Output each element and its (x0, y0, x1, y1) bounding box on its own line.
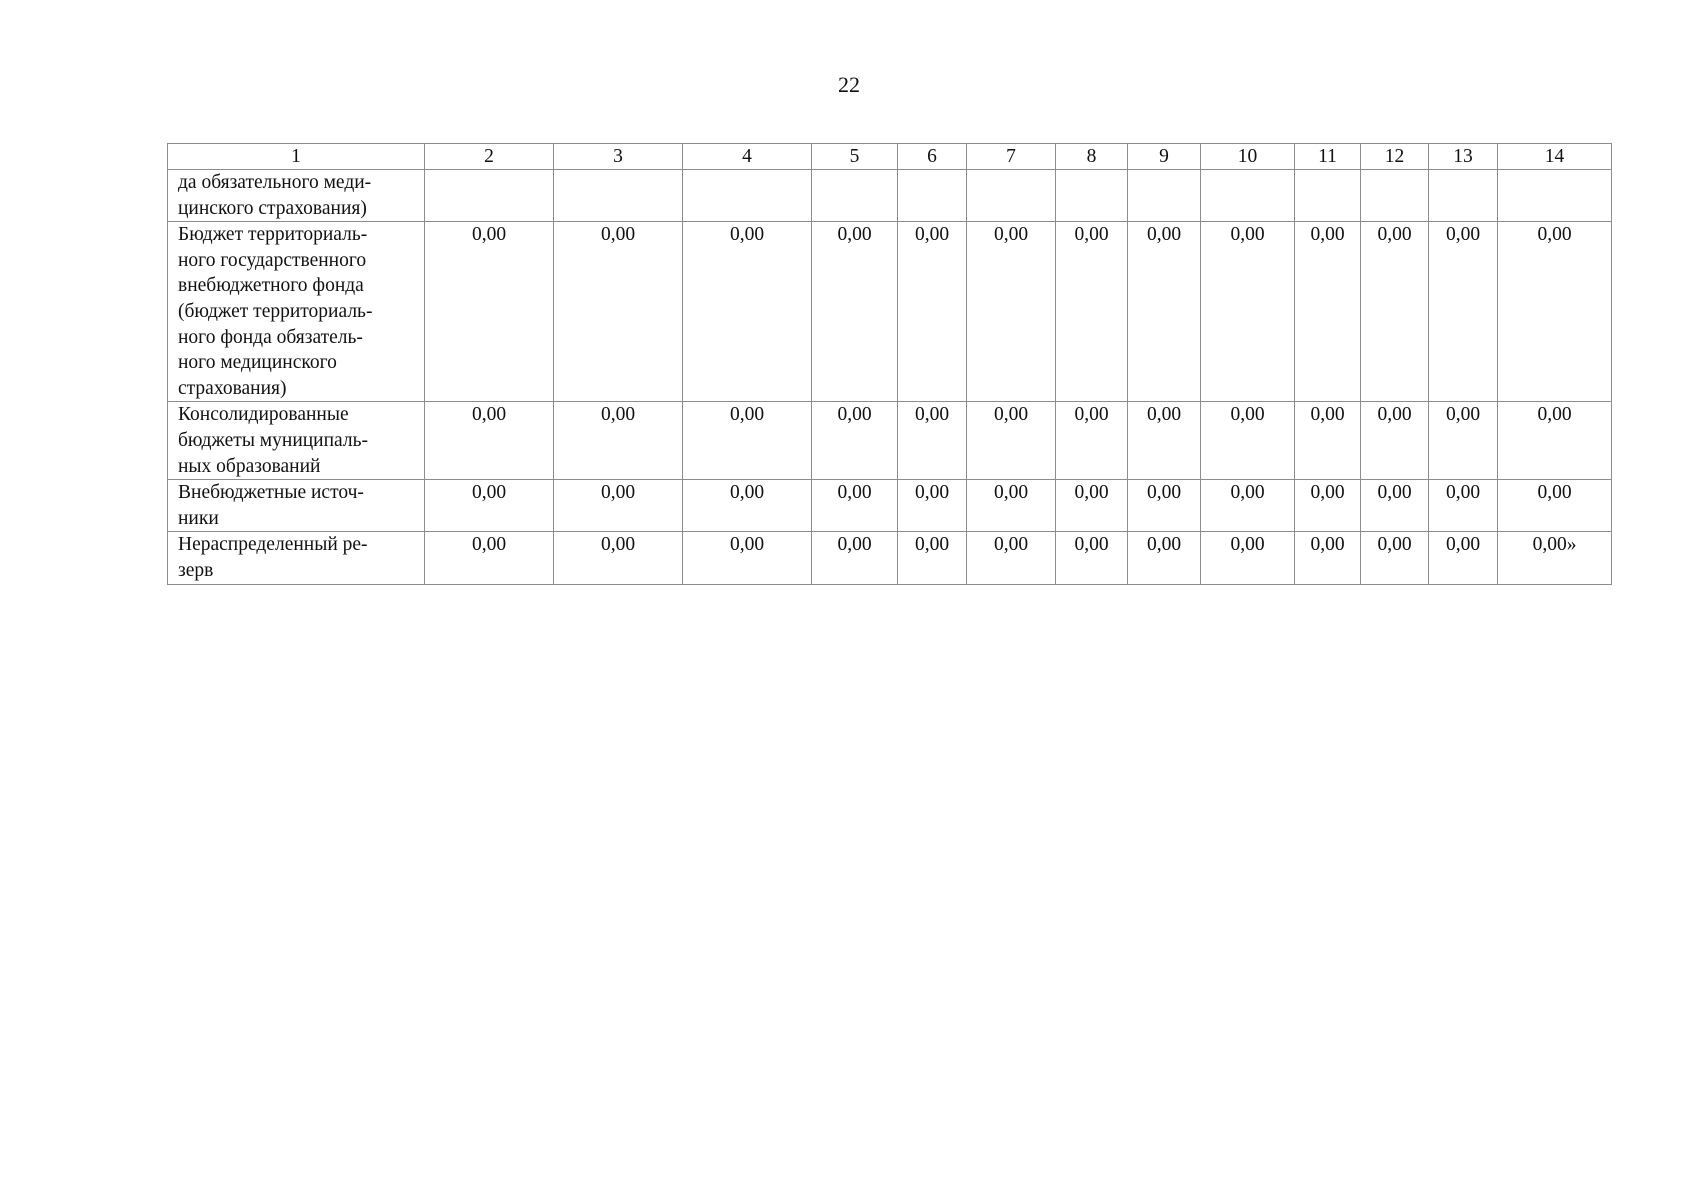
table-cell: 0,00 (1361, 532, 1429, 584)
row-label-line: цинского страхования) (178, 197, 367, 219)
column-header: 11 (1295, 144, 1361, 170)
table-row (168, 532, 1612, 584)
table-cell: 0,00 (1429, 222, 1498, 402)
table-cell: 0,00 (554, 532, 683, 584)
row-label-line: Консолидированные (178, 404, 349, 426)
column-header: 8 (1056, 144, 1128, 170)
table-cell: 0,00 (967, 222, 1056, 402)
table-cell (1056, 170, 1128, 222)
table-cell: 0,00 (1056, 222, 1128, 402)
column-header: 6 (898, 144, 967, 170)
row-label-line: (бюджет территориаль- (178, 300, 373, 322)
table-cell: 0,00 (812, 222, 898, 402)
table-row (168, 222, 1612, 402)
table-cell: 0,00 (683, 532, 812, 584)
table-row (168, 170, 1612, 222)
table-cell: 0,00 (425, 402, 554, 480)
table-cell: 0,00 (554, 480, 683, 532)
table-cell: 0,00 (1498, 480, 1612, 532)
row-label-line: ного медицинского (178, 352, 337, 374)
table-cell: 0,00 (898, 402, 967, 480)
table-cell: 0,00 (1429, 532, 1498, 584)
row-label-cell (168, 402, 425, 480)
row-label-line: ники (178, 507, 219, 529)
row-label-line: ных образований (178, 455, 321, 477)
table-cell: 0,00 (1361, 480, 1429, 532)
column-header: 13 (1429, 144, 1498, 170)
table-cell: 0,00 (425, 532, 554, 584)
table-cell: 0,00 (683, 222, 812, 402)
table-cell: 0,00 (1295, 222, 1361, 402)
table-cell: 0,00 (812, 402, 898, 480)
table-cell: 0,00 (1361, 222, 1429, 402)
table-cell (812, 170, 898, 222)
table-cell: 0,00 (425, 222, 554, 402)
budget-table (167, 143, 1612, 585)
table-cell (1361, 170, 1429, 222)
table-cell (554, 170, 683, 222)
table-cell: 0,00 (898, 222, 967, 402)
table-cell: 0,00 (425, 480, 554, 532)
row-label-line: внебюджетного фонда (178, 275, 364, 297)
table-cell: 0,00 (1056, 532, 1128, 584)
row-label-line: да обязательного меди- (178, 172, 372, 193)
row-label-cell (168, 222, 425, 402)
table-cell: 0,00 (1498, 222, 1612, 402)
row-label-line: Нераспределенный ре- (178, 534, 368, 556)
table-cell: 0,00 (1295, 402, 1361, 480)
table-cell: 0,00 (1128, 532, 1201, 584)
column-header: 7 (967, 144, 1056, 170)
table-cell: 0,00 (812, 532, 898, 584)
table-cell: 0,00 (1128, 480, 1201, 532)
table-cell: 0,00 (1201, 402, 1295, 480)
column-header: 4 (683, 144, 812, 170)
row-label-cell (168, 532, 425, 584)
table-cell: 0,00 (967, 402, 1056, 480)
table-cell: 0,00 (1429, 480, 1498, 532)
table-row (168, 402, 1612, 480)
table-cell: 0,00 (1295, 532, 1361, 584)
row-label-line: Внебюджетные источ- (178, 482, 364, 504)
table-cell: 0,00 (683, 480, 812, 532)
table-cell: 0,00 (1201, 480, 1295, 532)
row-label-line: страхования) (178, 377, 287, 399)
column-header: 1 (168, 144, 425, 170)
table-cell (898, 170, 967, 222)
column-header: 10 (1201, 144, 1295, 170)
table-cell: 0,00» (1498, 532, 1612, 584)
table-cell: 0,00 (1201, 222, 1295, 402)
table-cell (1201, 170, 1295, 222)
table-cell: 0,00 (1056, 402, 1128, 480)
column-header: 2 (425, 144, 554, 170)
row-label-line: Бюджет территориаль- (178, 224, 368, 246)
table-cell: 0,00 (898, 532, 967, 584)
table-cell: 0,00 (554, 222, 683, 402)
table-cell (1429, 170, 1498, 222)
table-cell: 0,00 (1128, 222, 1201, 402)
table-cell: 0,00 (1429, 402, 1498, 480)
table-cell (1498, 170, 1612, 222)
table-cell: 0,00 (1201, 532, 1295, 584)
column-header: 9 (1128, 144, 1201, 170)
table-cell (683, 170, 812, 222)
table-cell: 0,00 (898, 480, 967, 532)
table-cell: 0,00 (1056, 480, 1128, 532)
table-cell: 0,00 (967, 480, 1056, 532)
table-cell: 0,00 (1498, 402, 1612, 480)
table-header-row (168, 144, 1612, 170)
table-row (168, 480, 1612, 532)
table-cell: 0,00 (554, 402, 683, 480)
table-cell: 0,00 (1361, 402, 1429, 480)
table-cell: 0,00 (683, 402, 812, 480)
row-label-line: бюджеты муниципаль- (178, 429, 369, 451)
row-label-line: ного фонда обязатель- (178, 326, 363, 348)
row-label-cell (168, 170, 425, 222)
table-cell (1295, 170, 1361, 222)
column-header: 3 (554, 144, 683, 170)
row-label-cell (168, 480, 425, 532)
table-cell (425, 170, 554, 222)
table-cell: 0,00 (812, 480, 898, 532)
column-header: 5 (812, 144, 898, 170)
table-cell: 0,00 (967, 532, 1056, 584)
table-cell (967, 170, 1056, 222)
column-header: 12 (1361, 144, 1429, 170)
row-label-line: зерв (178, 559, 214, 581)
table-cell: 0,00 (1295, 480, 1361, 532)
page-number: 22 (838, 72, 860, 97)
table-cell (1128, 170, 1201, 222)
column-header: 14 (1498, 144, 1612, 170)
row-label-line: ного государственного (178, 249, 367, 271)
table-cell: 0,00 (1128, 402, 1201, 480)
